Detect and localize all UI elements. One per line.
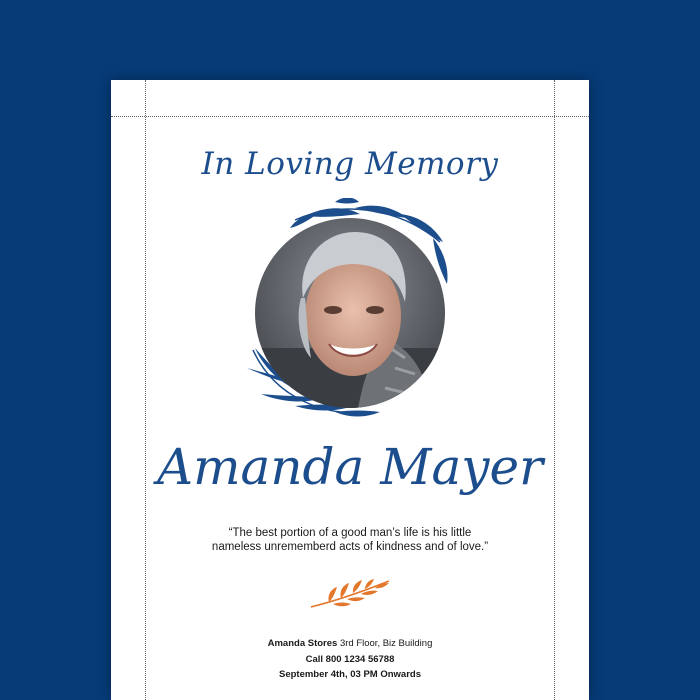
venue-line <box>111 636 589 652</box>
phone-line: Call 800 1234 56788 <box>305 653 395 665</box>
memorial-card <box>111 80 589 700</box>
deceased-name: Amanda Mayer <box>157 438 543 496</box>
venue-address: 3rd Floor, Biz Building <box>337 638 433 649</box>
quote-line-2: nameless unrememberd acts of kindness and of love.” <box>211 541 489 553</box>
event-details <box>111 636 589 683</box>
memorial-quote <box>191 526 509 554</box>
date-time-line: September 4th, 03 PM Onwards <box>278 669 421 680</box>
leaf-sprig-icon <box>307 577 393 613</box>
venue-name: Amanda Stores <box>267 638 338 649</box>
portrait <box>235 198 465 428</box>
quote-line-1: “The best portion of a good man’s life is his little <box>228 527 472 539</box>
trim-guide-top <box>111 116 589 117</box>
heading: In Loving Memory <box>201 146 499 182</box>
laurel-wreath-icon <box>235 198 465 428</box>
